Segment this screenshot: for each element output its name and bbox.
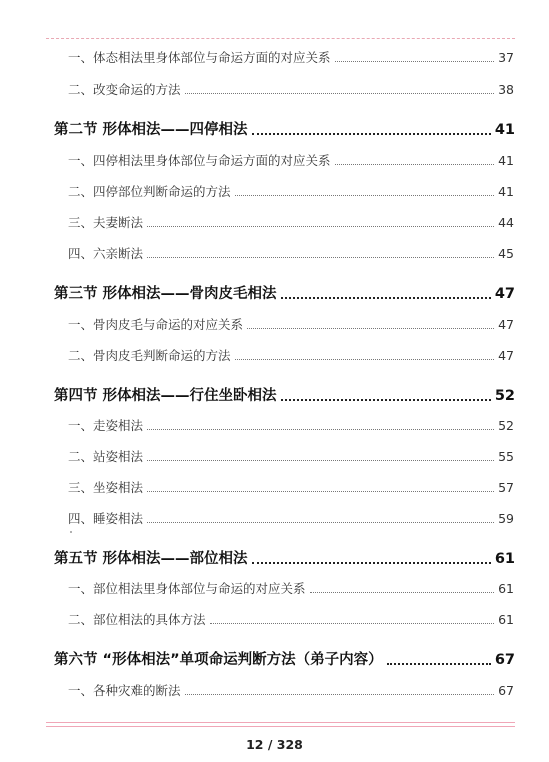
toc-title: 一、各种灾难的断法 (68, 683, 181, 698)
toc-leader-dots (335, 61, 495, 62)
toc-leader-dots (147, 460, 494, 461)
toc-section-row[interactable] (54, 282, 515, 303)
toc-title: 一、走姿相法 (68, 418, 144, 433)
toc-entry-row[interactable] (68, 182, 514, 200)
toc-page-number: 52 (494, 388, 515, 404)
toc-leader-dots (252, 562, 491, 564)
toc-title: 四、六亲断法 (68, 246, 144, 261)
toc-page-number: 44 (498, 215, 514, 230)
toc-page-number: 67 (494, 652, 515, 668)
toc-title: 二、骨肉皮毛判断命运的方法 (68, 348, 231, 363)
toc-title: 一、骨肉皮毛与命运的对应关系 (68, 317, 244, 332)
page-indicator: 12 / 328 (246, 737, 303, 752)
toc-page-number: 61 (494, 551, 515, 567)
toc-section-row[interactable] (54, 547, 515, 568)
toc-entry-row[interactable] (68, 346, 514, 364)
toc-page-number: 57 (498, 480, 514, 495)
toc-entry-row[interactable] (68, 244, 514, 262)
stray-mark (70, 531, 72, 533)
toc-entry-row[interactable] (68, 48, 514, 66)
toc-title: 三、夫妻断法 (68, 215, 144, 230)
toc-title: 二、四停部位判断命运的方法 (68, 184, 231, 199)
toc-leader-dots (147, 491, 494, 492)
toc-page-number: 45 (498, 246, 514, 261)
top-divider (46, 38, 515, 39)
toc-leader-dots (281, 399, 491, 401)
toc-title: 第二节 形体相法——四停相法 (54, 122, 248, 138)
toc-entry-row[interactable] (68, 213, 514, 231)
toc-leader-dots (247, 328, 494, 329)
toc-title: 第五节 形体相法——部位相法 (54, 551, 248, 567)
toc-leader-dots (210, 623, 495, 624)
toc-leader-dots (387, 663, 491, 665)
toc-entry-row[interactable] (68, 447, 514, 465)
toc-title: 四、睡姿相法 (68, 511, 144, 526)
toc-entry-row[interactable] (68, 151, 514, 169)
toc-section-row[interactable] (54, 648, 515, 669)
toc-entry-row[interactable] (68, 315, 514, 333)
toc-title: 三、坐姿相法 (68, 480, 144, 495)
toc-leader-dots (147, 257, 494, 258)
toc-page-number: 67 (498, 683, 514, 698)
toc-page-number: 47 (498, 348, 514, 363)
toc-page-number: 61 (498, 612, 514, 627)
toc-page-number: 52 (498, 418, 514, 433)
toc-title: 一、体态相法里身体部位与命运方面的对应关系 (68, 50, 331, 65)
toc-leader-dots (147, 429, 494, 430)
toc-entry-row[interactable] (68, 80, 514, 98)
toc-leader-dots (235, 359, 495, 360)
toc-leader-dots (252, 133, 491, 135)
toc-page-number: 37 (498, 50, 514, 65)
toc-page-number: 61 (498, 581, 514, 596)
toc-leader-dots (147, 522, 494, 523)
toc-page-number: 41 (498, 184, 514, 199)
toc-entry-row[interactable] (68, 579, 514, 597)
toc-title: 第三节 形体相法——骨肉皮毛相法 (54, 286, 277, 302)
bottom-divider-secondary (46, 726, 515, 727)
toc-entry-row[interactable] (68, 416, 514, 434)
toc-leader-dots (281, 297, 491, 299)
toc-title: 二、部位相法的具体方法 (68, 612, 206, 627)
toc-title: 一、四停相法里身体部位与命运方面的对应关系 (68, 153, 331, 168)
toc-leader-dots (185, 694, 495, 695)
toc-title: 第六节 “形体相法”单项命运判断方法（弟子内容） (54, 652, 383, 668)
toc-section-row[interactable] (54, 118, 515, 139)
toc-page-number: 59 (498, 511, 514, 526)
toc-page-number: 38 (498, 82, 514, 97)
toc-entry-row[interactable] (68, 610, 514, 628)
toc-page-number: 41 (498, 153, 514, 168)
toc-section-row[interactable] (54, 384, 515, 405)
toc-leader-dots (147, 226, 494, 227)
toc-entry-row[interactable] (68, 681, 514, 699)
toc-page-number: 47 (494, 286, 515, 302)
bottom-divider (46, 722, 515, 723)
toc-leader-dots (235, 195, 495, 196)
toc-page-number: 47 (498, 317, 514, 332)
toc-page-number: 55 (498, 449, 514, 464)
toc-leader-dots (185, 93, 495, 94)
toc-title: 二、站姿相法 (68, 449, 144, 464)
toc-title: 第四节 形体相法——行住坐卧相法 (54, 388, 277, 404)
toc-leader-dots (310, 592, 495, 593)
toc-entry-row[interactable] (68, 509, 514, 527)
toc-entry-row[interactable] (68, 478, 514, 496)
toc-leader-dots (335, 164, 495, 165)
toc-title: 二、改变命运的方法 (68, 82, 181, 97)
toc-title: 一、部位相法里身体部位与命运的对应关系 (68, 581, 306, 596)
toc-page-number: 41 (494, 122, 515, 138)
